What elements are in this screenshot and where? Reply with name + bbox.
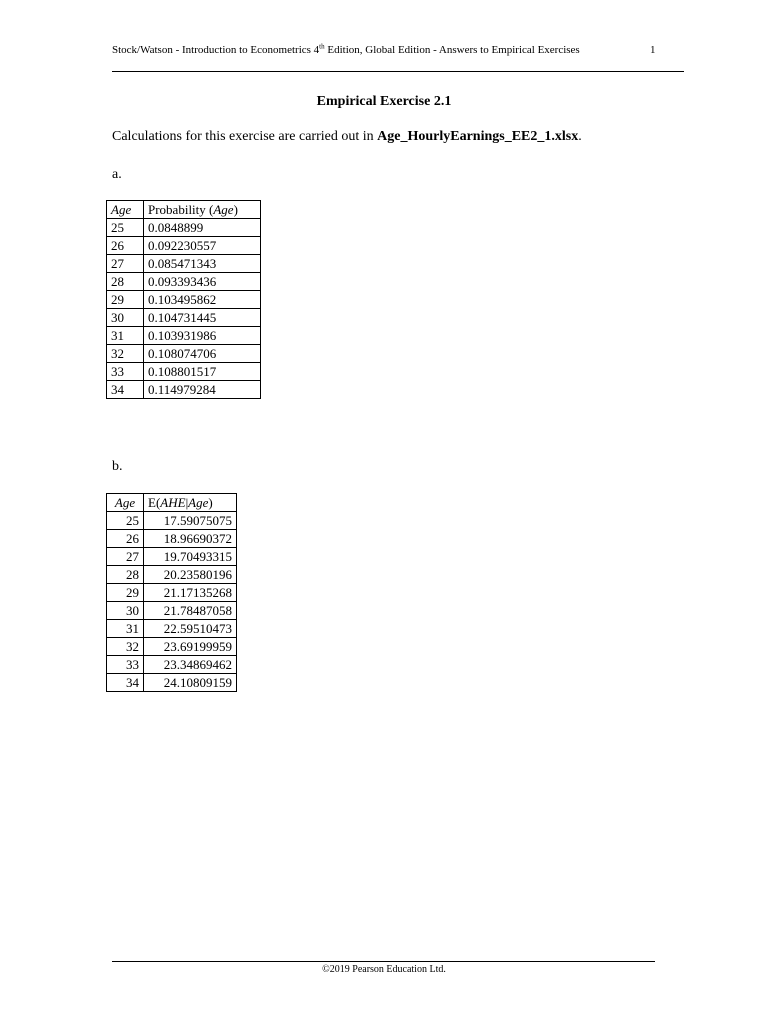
header-age: Age — [107, 201, 144, 219]
value-cell: 24.10809159 — [144, 674, 237, 692]
header-text: Stock/Watson - Introduction to Econometrics 4th Edition, Global Edition - Answers to Empirical Exercises — [112, 42, 580, 56]
header-divider — [112, 71, 684, 72]
probability-table — [106, 200, 261, 399]
value-cell: 0.085471343 — [144, 255, 261, 273]
age-cell: 28 — [107, 566, 144, 584]
table-row — [107, 548, 237, 566]
age-cell: 33 — [107, 656, 144, 674]
value-cell: 0.108074706 — [144, 345, 261, 363]
age-cell: 26 — [107, 530, 144, 548]
table-row — [107, 620, 237, 638]
age-cell: 29 — [107, 584, 144, 602]
page-number: 1 — [650, 44, 656, 56]
age-cell: 26 — [107, 237, 144, 255]
age-cell: 25 — [107, 512, 144, 530]
table-row — [107, 273, 261, 291]
table-row — [107, 291, 261, 309]
value-cell: 22.59510473 — [144, 620, 237, 638]
value-cell: 17.59075075 — [144, 512, 237, 530]
footer-divider — [112, 961, 655, 962]
value-cell: 0.0848899 — [144, 219, 261, 237]
header-age: Age — [107, 494, 144, 512]
age-cell: 32 — [107, 638, 144, 656]
age-cell: 27 — [107, 548, 144, 566]
value-cell: 0.114979284 — [144, 381, 261, 399]
table-row — [107, 530, 237, 548]
table-row — [107, 363, 261, 381]
header-probability: Probability (Age) — [144, 201, 261, 219]
part-b-label: b. — [112, 459, 123, 474]
value-cell: 0.093393436 — [144, 273, 261, 291]
value-cell: 23.34869462 — [144, 656, 237, 674]
value-cell: 23.69199959 — [144, 638, 237, 656]
table-row — [107, 656, 237, 674]
age-cell: 31 — [107, 620, 144, 638]
value-cell: 0.092230557 — [144, 237, 261, 255]
page-footer: ©2019 Pearson Education Ltd. — [322, 964, 446, 975]
age-cell: 28 — [107, 273, 144, 291]
age-cell: 34 — [107, 381, 144, 399]
page-title: Empirical Exercise 2.1 — [316, 94, 452, 109]
table-row — [107, 381, 261, 399]
age-cell: 32 — [107, 345, 144, 363]
table-row — [107, 309, 261, 327]
age-cell: 31 — [107, 327, 144, 345]
table-row — [107, 584, 237, 602]
value-cell: 0.104731445 — [144, 309, 261, 327]
table-header-row — [107, 494, 237, 512]
value-cell: 18.96690372 — [144, 530, 237, 548]
part-a-label: a. — [112, 167, 122, 182]
value-cell: 19.70493315 — [144, 548, 237, 566]
filename: Age_HourlyEarnings_EE2_1.xlsx — [377, 129, 579, 144]
value-cell: 20.23580196 — [144, 566, 237, 584]
age-cell: 30 — [107, 602, 144, 620]
header-expectation: E(AHE|Age) — [144, 494, 237, 512]
age-cell: 34 — [107, 674, 144, 692]
table-row — [107, 219, 261, 237]
table-row — [107, 327, 261, 345]
table-row — [107, 512, 237, 530]
value-cell: 21.78487058 — [144, 602, 237, 620]
age-cell: 33 — [107, 363, 144, 381]
table-row — [107, 602, 237, 620]
table-row — [107, 345, 261, 363]
age-cell: 30 — [107, 309, 144, 327]
age-cell: 27 — [107, 255, 144, 273]
table-header-row — [107, 201, 261, 219]
page-header — [112, 44, 656, 56]
expectation-table — [106, 493, 237, 692]
value-cell: 0.108801517 — [144, 363, 261, 381]
age-cell: 29 — [107, 291, 144, 309]
table-row — [107, 255, 261, 273]
table-row — [107, 237, 261, 255]
table-row — [107, 638, 237, 656]
value-cell: 21.17135268 — [144, 584, 237, 602]
table-row — [107, 674, 237, 692]
age-cell: 25 — [107, 219, 144, 237]
value-cell: 0.103495862 — [144, 291, 261, 309]
intro-text: Calculations for this exercise are carried out in Age_HourlyEarnings_EE2_1.xlsx. — [112, 129, 582, 144]
value-cell: 0.103931986 — [144, 327, 261, 345]
table-row — [107, 566, 237, 584]
